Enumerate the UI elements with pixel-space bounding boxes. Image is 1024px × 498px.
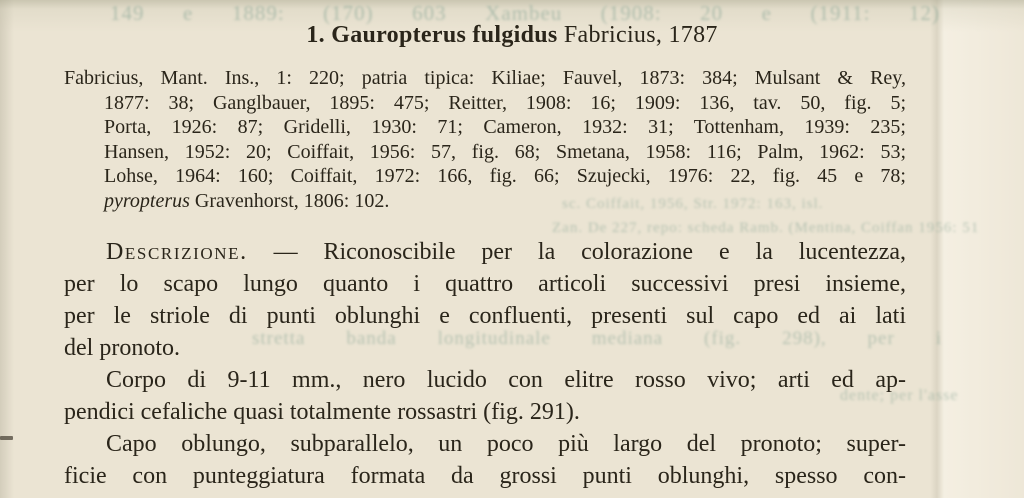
description-line-1-text: — Riconoscibile per la colorazione e la lucentezza, [273,239,906,265]
species-number: 1. [306,22,325,48]
bleedthrough-mid-text-1: sc. Coiffait, 1956, Str. 1972: 163, isl. [562,196,824,212]
description-line-2: per lo scapo lungo quanto i quattro articoli successivi presi insieme, [64,271,906,297]
species-author: Fabricius, 1787 [563,22,718,48]
bleedthrough-mid-text-3: stretta banda longitudinale mediana (fig. 298), per i [252,328,942,349]
paragraph-3-line-2: ficie con punteggiatura formata da grossi punti oblunghi, spesso con- [64,463,906,489]
bleedthrough-mid-text-2: Zan. De 227, repo: scheda Ramb. (Mentina, Coiffan 1956: 51 [552,220,980,236]
synonym-name: pyropterus [104,189,190,212]
bleedthrough-mid-text-4: dente; per l'asse [840,387,959,404]
reference-line-4: Hansen, 1952: 20; Coiffait, 1956: 57, fig. 68; Smetana, 1958: 116; Palm, 1962: 53; [104,140,906,163]
reference-line-6 [104,189,906,214]
description-line-1 [64,236,906,268]
page-edge-ink-mark [0,436,13,440]
reference-line-1: Fabricius, Mant. Ins., 1: 220; patria tipica: Kiliae; Fauvel, 1873: 384; Mulsant & Rey, [64,67,906,89]
synonym-citation: Gravenhorst, 1806: 102. [189,189,390,212]
description-line-4: del pronoto. [64,335,180,361]
paragraph-3-line-1: Capo oblungo, subparallelo, un poco più largo del pronoto; super- [106,431,906,457]
paragraph-2-line-1: Corpo di 9-11 mm., nero lucido con elitre rosso vivo; arti ed ap- [106,367,906,393]
reference-line-2: 1877: 38; Ganglbauer, 1895: 475; Reitter, 1908: 16; 1909: 136, tav. 50, fig. 5; [104,91,906,114]
description-line-3: per le striole di punti oblunghi e confluenti, presenti sul capo ed ai lati [64,303,906,329]
body-text [64,236,906,492]
reference-line-3: Porta, 1926: 87; Gridelli, 1930: 71; Cameron, 1932: 31; Tottenham, 1939: 235; [104,116,906,139]
paragraph-2-line-2: pendici cefaliche quasi totalmente rossastri (fig. 291). [64,399,580,425]
bleedthrough-top-text: 149 e 1889: (170) 603 Xambeu (1908: 20 e (1911: 12) [110,1,940,25]
species-name: Gauropterus fulgidus [331,22,558,48]
description-label: Descrizione. [106,239,248,265]
reference-line-5: Lohse, 1964: 160; Coiffait, 1972: 166, fig. 66; Szujecki, 1976: 22, fig. 45 e 78; [104,165,906,188]
synonymy-reference-block [64,66,906,214]
